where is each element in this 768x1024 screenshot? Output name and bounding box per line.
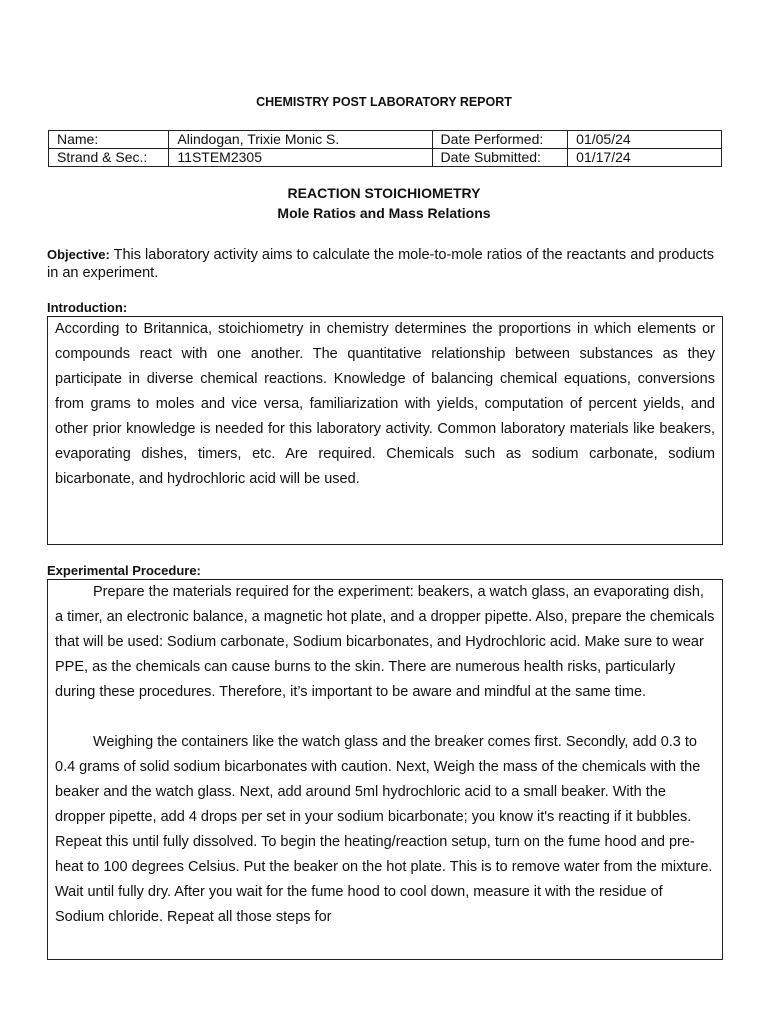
- procedure-paragraph-2: Weighing the containers like the watch glass and the breaker comes first. Secondly, add 0.3 to 0.4 grams of solid sodium bicarbonates with caution. Next, Weigh the mass of the chemicals with the beaker and the watch glass. Next, add around 5ml hydrochloric acid to a small beaker. With the dropper pipette, add 4 drops per set in your sodium bicarbonate; you know it's reacting if it bubbles. Repeat this until fully dissolved. To begin the heating/reaction setup, turn on the fume hood and pre-heat to 100 degrees Celsius. Put the beaker on the hot plate. This is to remove water from the mixture. Wait until fully dry. After you wait for the fume hood to cool down, measure it with the residue of Sodium chloride. Repeat all those steps for: [55, 734, 713, 925]
- objective-section: [47, 246, 723, 282]
- sub-title: Mole Ratios and Mass Relations: [277, 205, 491, 221]
- introduction-text: According to Britannica, stoichiometry in chemistry determines the proportions in which elements or compounds react with one another. The quantitative relationship between substances as they participate in diverse chemical reactions. Knowledge of balancing chemical equations, conversions from grams to moles and vice versa, familiarization with yields, computation of percent yields, and other prior knowledge is needed for this laboratory activity. Common laboratory materials like beakers, evaporating dishes, timers, etc. Are required. Chemicals such as sodium carbonate, sodium bicarbonate, and hydrochloric acid will be used.: [55, 321, 715, 487]
- date-performed-value: 01/05/24: [568, 131, 722, 149]
- introduction-box: [47, 316, 723, 545]
- strand-section-label: Strand & Sec.:: [49, 149, 169, 167]
- objective-text: This laboratory activity aims to calculate the mole-to-mole ratios of the reactants and products in an experiment.: [47, 247, 715, 281]
- table-row: [49, 149, 722, 167]
- procedure-paragraph-1: Prepare the materials required for the experiment: beakers, a watch glass, an evaporating dish, a timer, an electronic balance, a magnetic hot plate, and a dropper pipette. Also, prepare the chemicals that will be used: Sodium carbonate, Sodium bicarbonates, and Hydrochloric acid. Make sure to wear PPE, as the chemicals can cause burns to the skin. There are numerous health risks, particularly during these procedures. Therefore, it’s important to be aware and mindful at the same time.: [55, 584, 715, 700]
- objective-label: Objective:: [47, 247, 110, 262]
- procedure-box: [47, 579, 723, 960]
- procedure-label: Experimental Procedure:: [47, 563, 201, 578]
- date-submitted-value: 01/17/24: [568, 149, 722, 167]
- name-value: Alindogan, Trixie Monic S.: [169, 131, 432, 149]
- introduction-label: Introduction:: [47, 300, 128, 315]
- report-title: CHEMISTRY POST LABORATORY REPORT: [256, 95, 512, 109]
- main-title: REACTION STOICHIOMETRY: [287, 185, 481, 201]
- strand-section-value: 11STEM2305: [169, 149, 432, 167]
- table-row: [49, 131, 722, 149]
- date-performed-label: Date Performed:: [432, 131, 568, 149]
- date-submitted-label: Date Submitted:: [432, 149, 568, 167]
- info-table: [48, 130, 722, 167]
- name-label: Name:: [49, 131, 169, 149]
